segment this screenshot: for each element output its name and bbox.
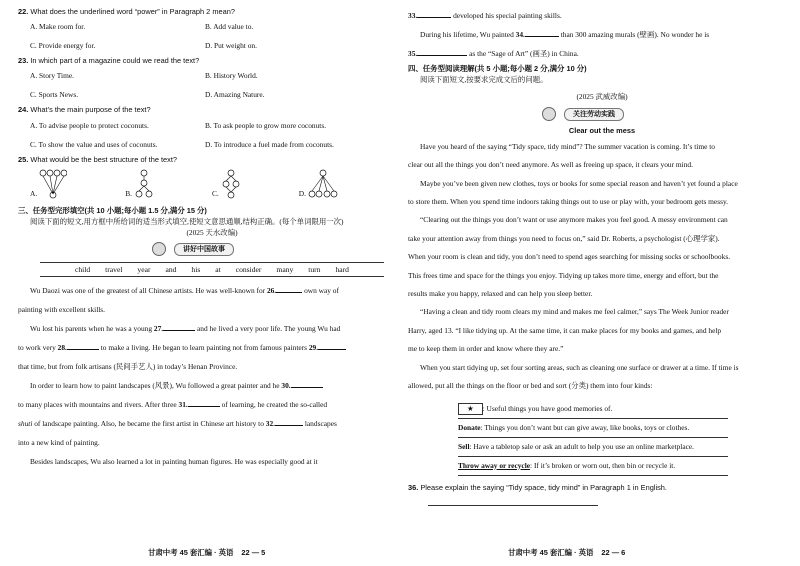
word: consider — [235, 265, 262, 275]
practice-banner — [542, 107, 662, 121]
option-c[interactable]: C. Provide energy for. — [30, 41, 96, 51]
blank-31[interactable] — [188, 406, 220, 407]
option-c[interactable]: C. Sports News. — [30, 90, 79, 100]
structure-diagram-c-icon — [221, 169, 241, 199]
option-b[interactable]: B. History World. — [205, 71, 258, 81]
page-number: 22 — 5 — [241, 547, 266, 557]
banner-label: 关注劳动实践 — [564, 108, 624, 121]
section-4-source: (2025 武威改编) — [576, 92, 628, 102]
answer-line-36[interactable] — [428, 505, 598, 506]
option-b[interactable]: B. To ask people to grow more coconuts. — [205, 120, 327, 130]
blank-star[interactable]: ★ — [458, 403, 483, 415]
section-3-source: (2025 天水改编) — [186, 228, 238, 238]
section-3-title: 三、任务型完形填空(共 10 小题;每小题 1.5 分,满分 15 分) — [18, 205, 207, 215]
blank-34[interactable] — [525, 36, 559, 37]
question-23-options — [30, 66, 406, 104]
option-a[interactable]: A. Make room for. — [30, 22, 86, 32]
blank-30[interactable] — [291, 387, 323, 388]
word-box — [40, 262, 384, 277]
structure-option-a[interactable]: A. — [30, 169, 67, 199]
word: travel — [105, 265, 123, 275]
word: hard — [335, 265, 349, 275]
word: many — [276, 265, 294, 275]
question-22: 22. What does the underlined word “power” in Paragraph 2 mean? — [18, 7, 235, 16]
question-25: 25. What would be the best structure of the text? — [18, 154, 178, 164]
article-title: Clear out the mess — [568, 125, 636, 135]
section-3-instructions: 阅读下面的短文,用方框中所给词的适当形式填空,使短文意思通顺,结构正确。(每个单词限用一次) — [30, 217, 344, 227]
sorting-table — [458, 400, 728, 476]
blank-28[interactable] — [67, 349, 99, 350]
word: child — [75, 265, 91, 275]
sorting-row-donate: Donate: Things you don’t want but can give away, like books, toys or clothes. — [458, 419, 728, 438]
section-4-instructions: 阅读下面短文,按要求完成文后的问题。 — [420, 75, 548, 85]
blank-26[interactable] — [276, 292, 302, 293]
question-23: 23. In which part of a magazine could we read the text? — [18, 56, 200, 66]
option-a[interactable]: A. Story Time. — [30, 71, 74, 81]
word: year — [137, 265, 151, 275]
sorting-row-sell: Sell: Have a tabletop sale or ask an adult to help you use an online marketplace. — [458, 438, 728, 457]
word: and — [165, 265, 177, 275]
word: turn — [308, 265, 321, 275]
option-d[interactable]: D. Put weight on. — [205, 41, 257, 51]
banner-icon — [152, 242, 166, 256]
structure-option-d[interactable]: D. — [299, 169, 338, 199]
section-4-title: 四、任务型阅读理解(共 5 小题;每小题 2 分,满分 10 分) — [408, 64, 587, 73]
structure-diagram-a-icon — [39, 169, 67, 199]
article-text: Have you heard of the saying “Tidy space, tidy mind”? The summer vacation is coming. It’s time to clear out all the things you don’t need anymore. As well as freeing up space, it clears your mind. Maybe you’ve been given new clothes, toys or books for some special reason and haven’t yet found a place to store them. When you spend time indoors taking things out to use or play with, your bedroom gets messy. “Clearing out the things you don’t want or use anymore makes you feel good. A messy environment can take your attention away from things you need to focus on,” said Dr. Roberts, a psychologist (心理学家). When your room is clean and tidy, you don’t need to spend ages searching for missing socks or schoolbooks. This frees time and space for the things you enjoy. Tidying up takes more time, energy and effort, but the results make you happy, relaxed and can help you sleep better. “Having a clean and tidy room clears my mind and makes me feel calmer,” says The Week Junior reader Harry, aged 13. “I like tidying up. At the same time, it can make places for my books and games, and help me to keep them in order and know where they are.” When you start tidying up, set four sorting areas, such as cleaning one surface or drawer at a time. If time is allowed, put all the things on the floor or bed and sort (分类) them into four kinds: — [408, 141, 739, 391]
option-c[interactable]: C. To show the value and uses of coconuts. — [30, 139, 158, 149]
question-24-options — [30, 116, 406, 154]
option-d[interactable]: D. Amazing Nature. — [205, 90, 265, 100]
structure-option-b[interactable]: B. — [125, 169, 154, 199]
structure-options — [30, 165, 406, 199]
word: at — [215, 265, 221, 275]
question-22-options — [30, 17, 406, 55]
right-column: 33. developed his special painting skills. During his lifetime, Wu painted 34. than 300 amazing murals (壁画). No wonder he is 35. as the “Sage of Art” (画圣) in China. 四、任务型阅读理解(共 5 小题;每小题 2 分,满分 10 分) 阅读下面短文,按要求完成文后的问题。 (2025 武威改编) 关注劳动实践 Clear out the mess Have you heard of the saying “Tidy space, tidy mind”? The summer vacation is coming. It’s time to clear out all the things you don’t need anymore. As well as freeing up space, it clears your mind. Maybe you’ve been given new clothes, toys or books for some special reason and haven’t yet found a place to store them. When you spend time indoors taking things out to use or play with, your bedroom gets messy. “Clearing out the things you don’t want or use anymore makes you feel good. A messy environment can take your attention away from things you need to focus on,” said Dr. Roberts, a psychologist (心理学家). When your room is clean and tidy, you don’t need to spend ages searching for missing socks or schoolbooks. This frees time and space for the things you enjoy. Tidying up takes more time, energy and effort, but the results make you happy, relaxed and can help you sleep better. “Having a clean and tidy room clears my mind and makes me feel calmer,” says The Week Junior reader Harry, aged 13. “I like tidying up. At the same time, it can make places for my books and games, and help me to keep them in order and know where they are.” When you start tidying up, set four sorting areas, such as cleaning one surface or drawer at a time. If time is allowed, put all the things on the floor or bed and sort (分类) them into four kinds: ★ : Useful things you have good memories of. Donate: Things you don’t want but can give away, like books, toys or clothes. Sell: Have a tabletop sale or ask an adult to help you use an online marketplace. Throw away or recycle: If it’s broken or worn out, then bin or recycle it. 36. Please explain the saying “Tidy space, tidy mind” in Paragraph 1 in English. 甘肃中考 45 套汇编 · 英语 22 — 6 — [408, 0, 796, 566]
blank-29[interactable] — [318, 349, 346, 350]
word: his — [191, 265, 201, 275]
structure-option-c[interactable]: C. — [212, 169, 241, 199]
blank-33[interactable] — [417, 17, 451, 18]
page-number: 22 — 6 — [601, 547, 626, 557]
sorting-row-throw: Throw away or recycle: If it’s broken or worn out, then bin or recycle it. — [458, 457, 728, 476]
blank-27[interactable] — [163, 330, 195, 331]
structure-diagram-b-icon — [134, 169, 154, 199]
option-d[interactable]: D. To introduce a fuel made from coconuts. — [205, 139, 334, 149]
banner-icon — [542, 107, 556, 121]
option-a[interactable]: A. To advise people to protect coconuts. — [30, 120, 149, 130]
story-banner — [152, 242, 272, 256]
blank-32[interactable] — [275, 425, 303, 426]
sorting-row-keep: ★ : Useful things you have good memories of. — [458, 400, 728, 419]
question-36: 36. Please explain the saying “Tidy space, tidy mind” in Paragraph 1 in English. — [408, 482, 667, 492]
banner-label: 讲好中国故事 — [174, 243, 234, 256]
blank-35[interactable] — [417, 55, 467, 56]
page-footer-right: 甘肃中考 45 套汇编 · 英语 22 — 6 — [508, 547, 626, 557]
option-b[interactable]: B. Add value to. — [205, 22, 254, 32]
page-footer-left: 甘肃中考 45 套汇编 · 英语 22 — 5 — [148, 547, 266, 557]
question-24: 24. What’s the main purpose of the text? — [18, 105, 151, 115]
structure-diagram-d-icon — [308, 169, 338, 199]
story-text: Wu Daozi was one of the greatest of all Chinese artists. He was well-known for 26. own way of painting with excellent skills. Wu lost his parents when he was a young 27. and he lived a very poor life. The young Wu had to work very 28. to make a living. He began to learn painting not from famous painters 29. that time, but from folk artisans (民间手艺人) in today’s Henan Province. In order to learn how to paint landscapes (风景), Wu followed a great painter and he 30. to many places with mountains and rivers. After three 31. of learning, he created the so-called shuti of landscape painting. Also, he became the first artist in Chinese art history to 32. landscapes into a new kind of painting. Besides landscapes, Wu also learned a lot in painting human figures. He was especially good at it — [18, 281, 406, 471]
left-column — [18, 0, 406, 566]
